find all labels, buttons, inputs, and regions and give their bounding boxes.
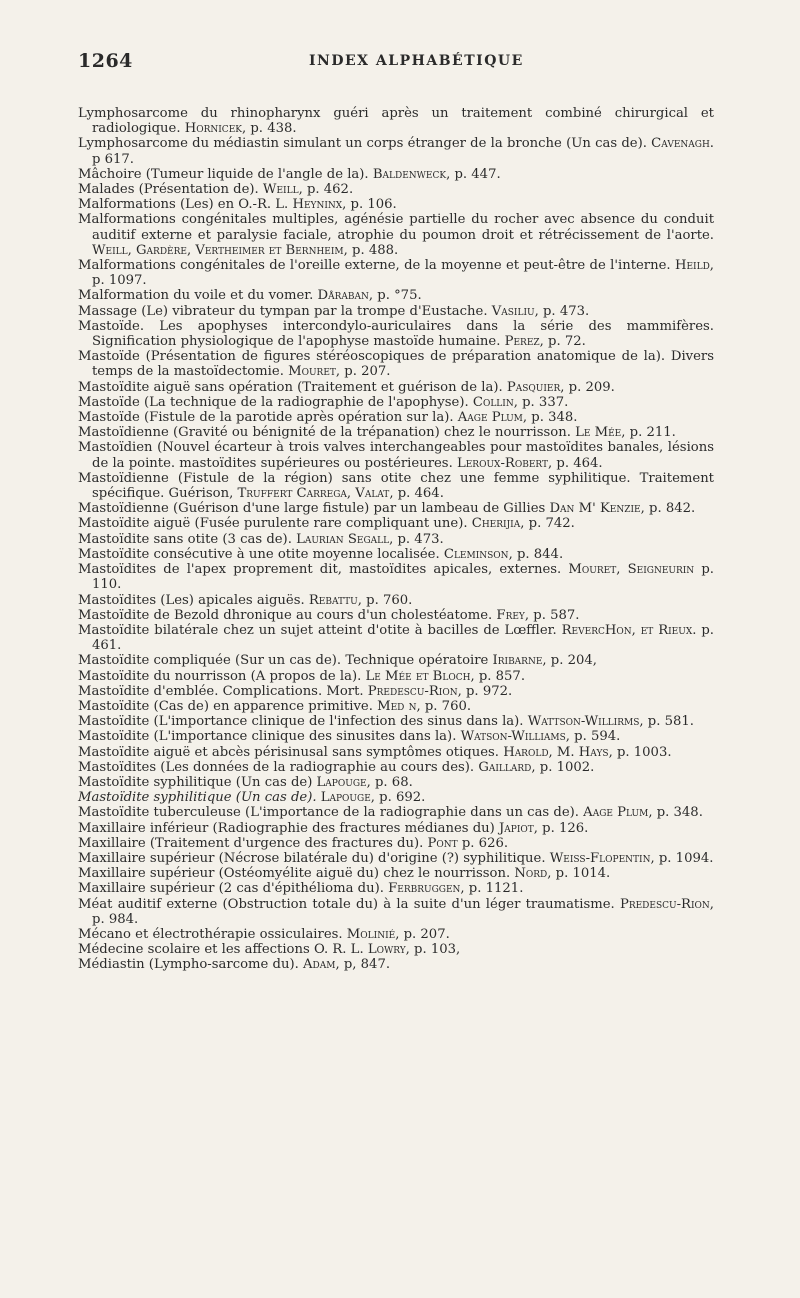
entry-text: Mastoïdite (Cas de) en apparence primitive. [78, 698, 378, 714]
entry-page-ref: , p. 211. [621, 425, 676, 441]
entry-author: Leroux-Robert [456, 455, 549, 471]
entry-text: Malformations (Les) en O.-R. L. [78, 197, 293, 213]
index-entry [78, 410, 714, 425]
entry-text: Mastoïdites (Les) apicales aiguës. [78, 592, 309, 608]
entry-author: Predescu-Rion [367, 683, 458, 699]
index-entry [78, 957, 714, 972]
entry-author: Aage Plum [583, 805, 649, 821]
entry-author: Cherijia [471, 516, 521, 532]
entry-author: RevercHon, et Rieux [561, 622, 693, 638]
entry-page-ref: , p. 209. [560, 379, 615, 395]
entry-text: Mâchoire (Tumeur liquide de l'angle de la). [78, 166, 373, 182]
entry-page-ref: , p. 1014. [547, 866, 611, 882]
index-entry [78, 471, 714, 501]
entry-page-ref: p. 626. [457, 835, 509, 851]
entry-text: Mastoïdite compliquée (Sur un cas de). Technique opératoire [78, 653, 493, 669]
index-entry [78, 836, 714, 851]
entry-text: Malades (Présentation de). [78, 182, 263, 198]
entry-author: Harold, M. Hays [503, 744, 609, 760]
index-entry [78, 851, 714, 866]
entry-page-ref: , p. 1002. [531, 759, 595, 775]
index-entry [78, 440, 714, 470]
entry-author: Baldenweck [372, 166, 447, 182]
entry-text: Massage (Le) vibrateur du tympan par la trompe d'Eustache. [78, 303, 492, 319]
entry-page-ref: , p. 348. [648, 805, 703, 821]
entry-page-ref: , p. 760. [416, 698, 472, 714]
entry-text: Mastoïdien (Nouvel écarteur à trois valves interchangeables pour mastoïdites banales, lésions de la pointe. mastoïdites supérieures ou postérieures. [78, 440, 714, 471]
entry-author: Laurian Segall [296, 531, 390, 547]
entry-text: Médecine scolaire et les affections O. R. L. [78, 942, 368, 958]
entry-author: Weill, Gardère, Vertheimer et Bernheim [92, 242, 344, 258]
entry-text: Mastoïdite consécutive à une otite moyenne localisée. [78, 546, 444, 562]
entry-page-ref: , p. 742. [520, 516, 575, 532]
entry-page-ref: , p. 207. [395, 926, 450, 942]
index-entry [78, 714, 714, 729]
entry-author: Lapouge [320, 790, 371, 806]
entry-page-ref: , p. °75. [368, 288, 422, 304]
entry-page-ref: , p. 1097. [92, 258, 714, 289]
entry-author: Adam [302, 957, 336, 973]
index-entry [78, 258, 714, 288]
entry-author: Cleminson [443, 546, 509, 562]
entry-page-ref: , p. 68. [366, 774, 413, 790]
index-entry [78, 349, 714, 379]
entry-author: Wattson-Willirms [527, 714, 640, 730]
index-entry [78, 866, 714, 881]
index-entry [78, 927, 714, 942]
entry-page-ref: . p 617. [92, 136, 714, 167]
entry-text: Méat auditif externe (Obstruction totale du) à la suite d'un léger traumatisme. [78, 896, 620, 912]
index-entry [78, 167, 714, 182]
entry-text: Mastoïdite aiguë sans opération (Traitement et guérison de la). [78, 379, 507, 395]
entry-page-ref: , p. 103, [405, 942, 461, 958]
entry-text: Maxillaire inférieur (Radiographie des fractures médianes du) [78, 820, 500, 836]
index-entry [78, 593, 714, 608]
entry-text: Mastoïdite aiguë et abcès périsinusal sans symptômes otiques. [78, 744, 504, 760]
index-entry [78, 106, 714, 136]
entry-text: Mécano et électrothérapie ossiculaires. [78, 926, 347, 942]
entry-page-ref: , p. 447. [446, 166, 501, 182]
entry-author: Weill [262, 182, 299, 198]
page-header [78, 50, 710, 90]
index-entry [78, 729, 714, 744]
entry-author: Le Mée et Bloch [365, 668, 471, 684]
index-entry [78, 304, 714, 319]
entry-page-ref: , p. 1094. [650, 850, 714, 866]
entry-text: Mastoïde (Présentation de figures stéréoscopiques de préparation anatomique de la). Divers temps de la mastoïdectomie. [78, 349, 714, 380]
index-entry [78, 669, 714, 684]
entry-page-ref: , p. 72. [539, 334, 586, 350]
entry-text: Mastoïde. Les apophyses intercondylo-auriculaires dans la série des mammifères. Signification physiologique de l'apophyse mastoïde humaine. [78, 318, 714, 350]
entry-page-ref: , p. 857. [470, 668, 526, 684]
entry-author: Vasiliu [491, 303, 535, 319]
index-entry [78, 653, 714, 668]
index-entry [78, 623, 714, 653]
index-entry [78, 821, 714, 836]
index-entry [78, 805, 714, 820]
index-entries [78, 106, 714, 973]
entry-page-ref: , p. 207. [335, 364, 391, 380]
entry-text: Malformations congénitales multiples, agénésie partielle du rocher avec absence du conduit auditif externe et paralysie faciale, atrophie du poumon droit et rétrécissement de l'aorte. [78, 212, 714, 243]
entry-text: Mastoïdite aiguë (Fusée purulente rare compliquant une). [78, 516, 472, 532]
entry-page-ref: , p. 972. [457, 683, 513, 699]
entry-page-ref: , p. 204, [542, 653, 597, 669]
entry-text: Mastoïdite tuberculeuse (L'importance de la radiographie dans un cas de). [78, 805, 584, 821]
entry-page-ref: , p. 594. [565, 729, 621, 745]
entry-text: Mastoïdite du nourrisson (A propos de la). [78, 668, 366, 684]
entry-author: Truffert Carrega, Valat [237, 486, 390, 502]
index-entry [78, 532, 714, 547]
entry-text: Maxillaire supérieur (2 cas d'épithélioma du). [78, 881, 389, 897]
entry-author: Predescu-Rion [619, 896, 710, 912]
entry-text: Mastoïdienne (Gravité ou bénignité de la trépanation) chez le nourrisson. [78, 425, 576, 441]
entry-author: Nord [514, 866, 548, 882]
entry-text: Mastoïdite d'emblée. Complications. Mort. [78, 683, 368, 699]
entry-text: Maxillaire supérieur (Ostéomyélite aiguë du) chez le nourrisson. [78, 866, 515, 882]
entry-author: Lowry [367, 942, 406, 958]
entry-page-ref: p. 110. [92, 562, 714, 593]
entry-page-ref: , p. 473. [534, 303, 590, 319]
entry-text: Maxillaire supérieur (Nécrose bilatérale du) d'origine (?) syphilitique. [78, 850, 550, 866]
entry-author: Ferbruggen [388, 881, 461, 897]
entry-page-ref: , p. 462. [298, 182, 354, 198]
index-entry [78, 547, 714, 562]
entry-author: Frey [496, 607, 525, 623]
entry-page-ref: , p. 1121. [460, 881, 524, 897]
entry-text: Mastoïde (Fistule de la parotide après opération sur la). [78, 410, 458, 426]
entry-text: Mastoïde (La technique de la radiographie de l'apophyse). [78, 394, 473, 410]
entry-author: Iribarne [492, 653, 543, 669]
entry-page-ref: , p. 106. [342, 197, 397, 213]
entry-author: Heyninx [292, 197, 343, 213]
entry-page-ref: , p. 126. [533, 820, 589, 836]
entry-text: Maxillaire (Traitement d'urgence des fractures du). [78, 835, 428, 851]
page-number: 1264 [78, 50, 133, 72]
index-entry [78, 425, 714, 440]
entry-author: Dåraban [317, 288, 369, 304]
index-entry [78, 699, 714, 714]
entry-author: Mouret [288, 364, 336, 380]
entry-page-ref: . p. 461. [92, 622, 714, 654]
entry-author: Weiss-Flopentin [549, 850, 651, 866]
entry-author: Rebattu [308, 592, 358, 608]
entry-page-ref: , p, 847. [335, 957, 391, 973]
entry-text: Mastoïdienne (Guérison d'une large fistule) par un lambeau de Gillies [78, 501, 550, 517]
entry-page-ref: , p. 464. [389, 486, 444, 502]
entry-text: Malformations congénitales de l'oreille externe, de la moyenne et peut-être de l'interne. [78, 258, 675, 274]
entry-page-ref: , p. 692. [370, 790, 426, 806]
entry-author: Watson-Williams [460, 729, 566, 745]
entry-text: Mastoïdites de l'apex proprement dit, mastoïdites apicales, externes. [78, 562, 569, 578]
index-entry [78, 197, 714, 212]
index-entry [78, 745, 714, 760]
entry-text: Mastoïdite de Bezold dhronique au cours d'un cholestéatome. [78, 607, 497, 623]
entry-page-ref: , p. 464. [548, 455, 603, 471]
entry-text: Mastoïdite syphilitique (Un cas de) [78, 774, 317, 790]
entry-author: Japiot [499, 820, 534, 836]
index-entry [78, 182, 714, 197]
index-entry [78, 319, 714, 349]
entry-page-ref: , p. 844. [508, 546, 564, 562]
entry-page-ref: , p. 438. [241, 121, 297, 137]
index-entry [78, 608, 714, 623]
entry-author: Med n [377, 698, 417, 714]
entry-text: Mastoïdite (L'importance clinique de l'infection des sinus dans la). [78, 714, 528, 730]
entry-text: Lymphosarcome du rhinopharynx guéri après un traitement combiné chirurgical et radiologique. [78, 106, 714, 137]
entry-author: Heild [674, 258, 710, 274]
entry-page-ref: , p. 760. [357, 592, 413, 608]
entry-page-ref: , p. 337. [513, 394, 569, 410]
entry-author: Pasquier [506, 379, 561, 395]
entry-text: Mastoïdite sans otite (3 cas de). [78, 531, 297, 547]
index-entry [78, 942, 714, 957]
entry-page-ref: , p. 348. [522, 410, 578, 426]
entry-page-ref: , p. 984. [92, 896, 714, 927]
entry-author: Perez [504, 334, 540, 350]
entry-author: Molinié [346, 926, 396, 942]
entry-page-ref: , p. 587. [524, 607, 580, 623]
entry-text: Mastoïdite syphilitique (Un cas de). [78, 790, 321, 806]
index-entry [78, 288, 714, 303]
index-entry [78, 562, 714, 592]
entry-text: Malformation du voile et du vomer. [78, 288, 318, 304]
index-entry [78, 684, 714, 699]
entry-text: Mastoïdite bilatérale chez un sujet atteint d'otite à bacilles de Lœffler. [78, 622, 562, 638]
entry-text: Médiastin (Lympho-sarcome du). [78, 957, 303, 973]
index-entry [78, 881, 714, 896]
index-entry [78, 760, 714, 775]
entry-author: Pont [427, 835, 458, 851]
entry-author: Lapouge [316, 774, 367, 790]
index-entry [78, 136, 714, 166]
entry-author: Cavenagh [651, 136, 710, 152]
entry-author: Aage Plum [457, 410, 523, 426]
entry-author: Collin [472, 394, 514, 410]
entry-text: Lymphosarcome du médiastin simulant un corps étranger de la bronche (Un cas de). [78, 136, 652, 152]
index-entry [78, 212, 714, 258]
entry-text: Mastoïdienne (Fistule de la région) sans otite chez une femme syphilitique. Traitement spécifique. Guérison, [78, 470, 714, 502]
entry-author: Le Mée [575, 425, 622, 441]
entry-author: Dan M' Kenzie [549, 501, 641, 517]
index-entry [78, 395, 714, 410]
entry-page-ref: , p. 488. [343, 242, 399, 258]
entry-page-ref: , p. 581. [639, 714, 694, 730]
entry-text: Mastoïdite (L'importance clinique des sinusites dans la). [78, 729, 461, 745]
entry-author: Gaillard [478, 759, 532, 775]
entry-author: Mouret, Seigneurin [568, 562, 695, 578]
entry-page-ref: , p. 473. [389, 531, 444, 547]
index-entry [78, 380, 714, 395]
index-entry [78, 897, 714, 927]
entry-text: Mastoïdites (Les données de la radiographie au cours des). [78, 759, 479, 775]
index-entry [78, 501, 714, 516]
index-entry [78, 775, 714, 790]
entry-page-ref: , p. 1003. [608, 744, 672, 760]
running-title: INDEX ALPHABÉTIQUE [309, 53, 524, 69]
entry-page-ref: , p. 842. [640, 501, 696, 517]
entry-author: Hornicek [184, 121, 242, 137]
index-entry [78, 516, 714, 531]
index-entry [78, 790, 714, 805]
